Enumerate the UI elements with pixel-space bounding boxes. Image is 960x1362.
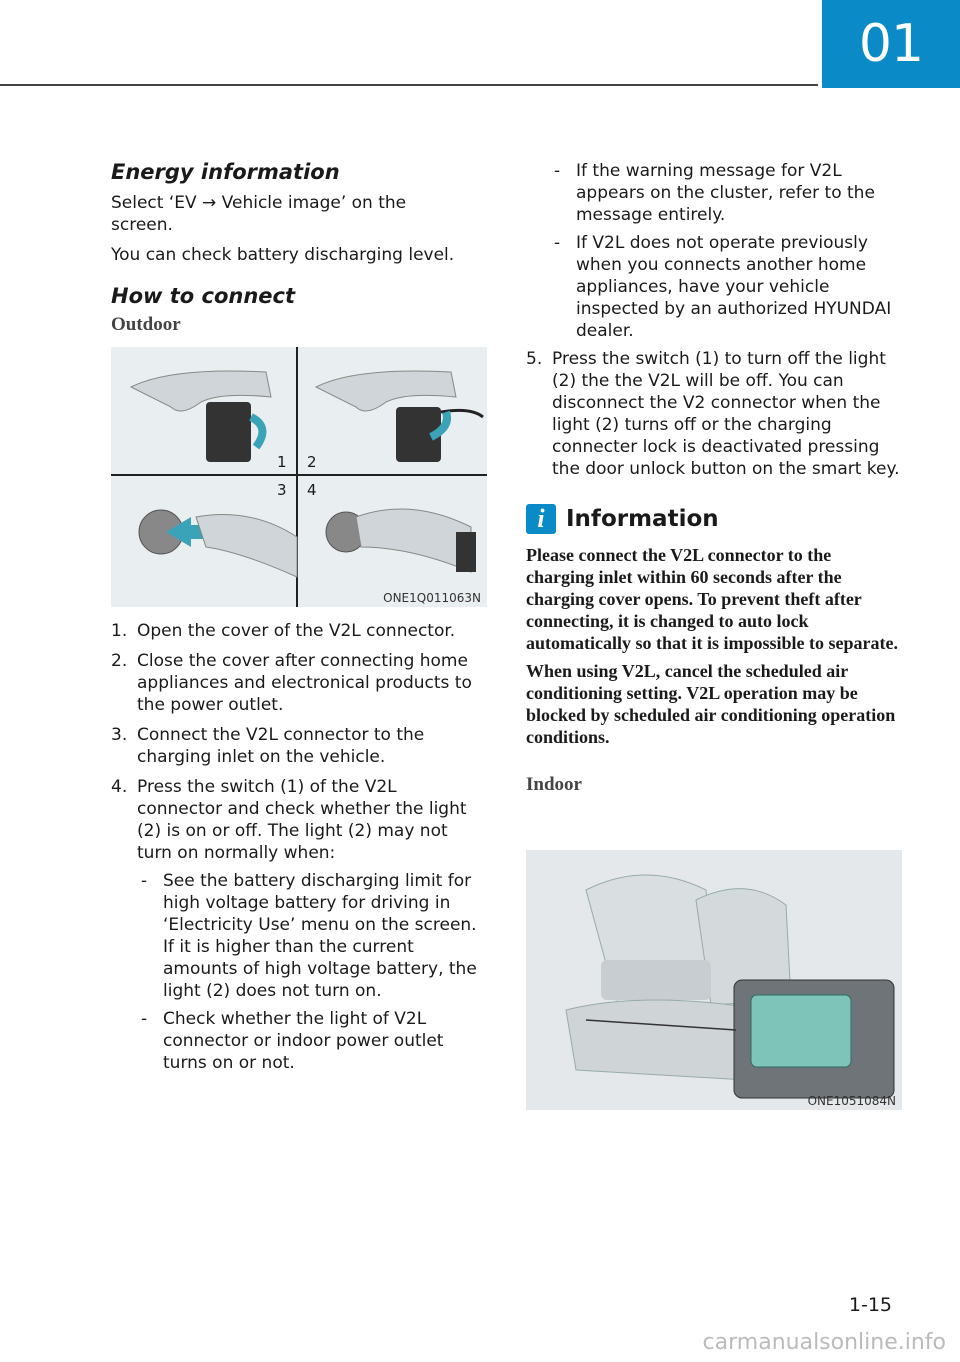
watermark: carmanualsonline.info — [702, 1330, 946, 1355]
right-column — [526, 160, 902, 796]
energy-line-2: screen. — [111, 215, 173, 235]
v2l-connector-illustration — [111, 347, 487, 607]
step-5-number: 5. — [526, 349, 543, 369]
step-1-number: 1. — [111, 621, 128, 641]
step-3 — [111, 724, 487, 768]
connect-heading: How to connect — [111, 284, 295, 308]
step-4-sub-2-text: Check whether the light of V2L connector or indoor power outlet turns on or not. — [163, 1009, 444, 1073]
energy-heading: Energy information — [111, 160, 340, 184]
step-2-text: Close the cover after connecting home appliances and electronical products to the power outlet. — [137, 651, 472, 715]
step-4-sub-2: - Check whether the light of V2L connector or indoor power outlet turns on or not. — [141, 1009, 444, 1073]
step-5-text: Press the switch (1) to turn off the light (2) the the V2L will be off. You can disconnect the V2 connector when the light (2) turns off or the charging connecter lock is deactivated pressing the door unlock button on the smart key. — [552, 349, 900, 479]
energy-paragraph-2: You can check battery discharging level. — [111, 245, 455, 265]
step-3-text: Connect the V2L connector to the charging inlet on the vehicle. — [137, 725, 425, 767]
indoor-figure-caption: ONE1051084N — [807, 1094, 896, 1108]
steps-list — [111, 620, 487, 1082]
outdoor-label: Outdoor — [111, 314, 181, 335]
step-3-number: 3. — [111, 725, 128, 745]
right-sub-1-text: If the warning message for V2L appears on the cluster, refer to the message entirely. — [576, 161, 875, 225]
step-1 — [111, 620, 487, 642]
step-2-number: 2. — [111, 651, 128, 671]
left-column — [111, 160, 487, 336]
step-1-text: Open the cover of the V2L connector. — [137, 621, 456, 641]
figure-label-2: 2 — [307, 453, 317, 471]
indoor-label: Indoor — [526, 774, 582, 795]
step-2 — [111, 650, 487, 716]
outdoor-figure-caption: ONE1Q011063N — [383, 591, 481, 605]
step-4-sub-1-text: See the battery discharging limit for high voltage battery for driving in ‘Electricity Use’ menu on the screen. If it is higher than the current amounts of high voltage battery, the light (2) does not turn on. — [163, 871, 477, 1001]
info-paragraph-2: When using V2L, cancel the scheduled air conditioning setting. V2L operation may be blocked by scheduled air conditioning operation conditions. — [526, 661, 896, 747]
outdoor-figure — [111, 347, 487, 607]
step-4-sub-1: - See the battery discharging limit for high voltage battery for driving in ‘Electricity Use’ menu on the screen. If it is higher than the current amounts of high voltage battery, the light (2) does not turn on. — [141, 871, 477, 1001]
header-rule — [0, 84, 818, 86]
indoor-figure — [526, 850, 902, 1110]
info-icon: i — [526, 504, 556, 534]
step-4-text: Press the switch (1) of the V2L connector and check whether the light (2) is on or off. The light (2) may not turn on normally when: — [137, 777, 467, 863]
step-5 — [526, 348, 902, 480]
right-sub-2: - If V2L does not operate previously when you connects another home appliances, have your vehicle inspected by an authorized HYUNDAI dealer. — [554, 233, 892, 341]
figure-label-1: 1 — [277, 453, 287, 471]
rear-seat-outlet-illustration — [526, 850, 902, 1110]
figure-label-3: 3 — [277, 481, 287, 499]
chapter-tab: 01 — [822, 0, 960, 88]
page-number: 1-15 — [848, 1294, 892, 1316]
info-paragraph-1: Please connect the V2L connector to the charging inlet within 60 seconds after the charging cover opens. To prevent theft after connecting, it is changed to auto lock automatically so that it is impossible to separate. — [526, 545, 898, 653]
right-sub-2-text: If V2L does not operate previously when you connects another home appliances, have your vehicle inspected by an authorized HYUNDAI dealer. — [576, 233, 892, 341]
figure-label-4: 4 — [307, 481, 317, 499]
step-4-number: 4. — [111, 777, 128, 797]
step-4 — [111, 776, 487, 1074]
information-heading — [526, 504, 902, 534]
energy-line-1: Select ‘EV → Vehicle image’ on the — [111, 193, 407, 213]
right-sub-1: - If the warning message for V2L appears on the cluster, refer to the message entirely. — [554, 161, 875, 225]
information-title: Information — [566, 506, 719, 532]
